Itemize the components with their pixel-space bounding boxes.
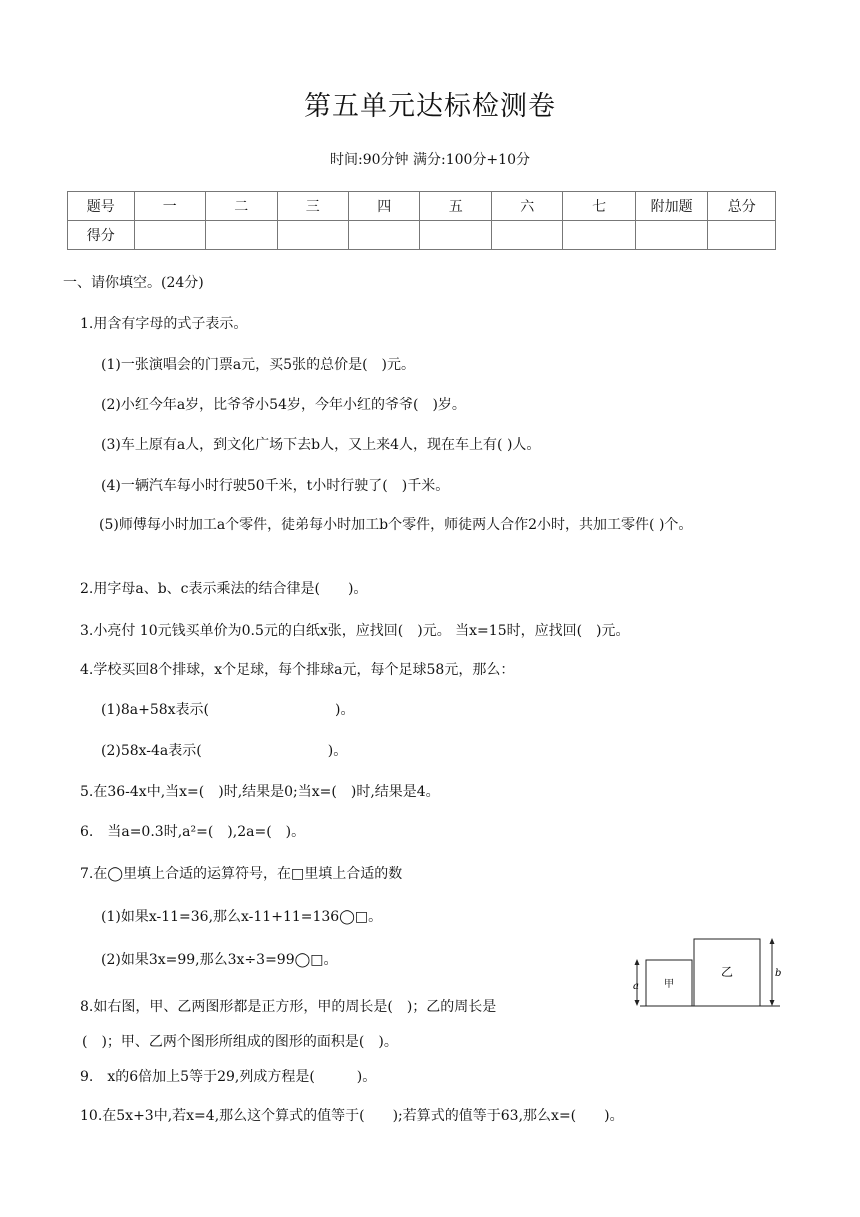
question-10: 10.在5x+3中,若x=4,那么这个算式的值等于( );若算式的值等于63,那么x=( )。 <box>80 1108 624 1124</box>
score-cell[interactable] <box>348 221 419 250</box>
header-cell: 七 <box>563 192 635 221</box>
question-2: 2.用字母a、b、c表示乘法的结合律是( )。 <box>80 581 368 597</box>
question-8-line-2: ( )；甲、乙两个图形所组成的图形的面积是( )。 <box>82 1034 398 1050</box>
question-7: 7.在◯里填上合适的运算符号，在□里填上合适的数 <box>80 866 403 882</box>
header-cell: 二 <box>206 192 277 221</box>
question-1-4: (4)一辆汽车每小时行驶50千米，t小时行驶了( )千米。 <box>101 478 450 494</box>
question-6: 6. 当a=0.3时,a²=( ),2a=( )。 <box>80 824 306 840</box>
score-table-score-row <box>68 221 776 250</box>
question-7-1: (1)如果x-11=36,那么x-11+11=136◯□。 <box>101 909 383 925</box>
score-cell[interactable] <box>206 221 277 250</box>
header-cell: 三 <box>277 192 348 221</box>
dimension-a-arrow-bottom <box>635 1000 640 1006</box>
question-4-2: (2)58x-4a表示( )。 <box>101 743 348 759</box>
question-3: 3.小亮付 10元钱买单价为0.5元的白纸x张，应找回( )元。 当x=15时，应找回( )元。 <box>80 623 630 639</box>
dimension-b-arrow-bottom <box>770 1000 775 1006</box>
score-cell[interactable] <box>420 221 491 250</box>
header-cell: 四 <box>348 192 419 221</box>
section-heading: 一、请你填空。(24分) <box>63 275 204 291</box>
score-cell[interactable] <box>563 221 635 250</box>
question-1: 1.用含有字母的式子表示。 <box>80 316 248 332</box>
question-1-2: (2)小红今年a岁，比爷爷小54岁，今年小红的爷爷( )岁。 <box>101 397 466 413</box>
question-8-line-1: 8.如右图，甲、乙两图形都是正方形，甲的周长是( )；乙的周长是 <box>80 999 497 1015</box>
header-cell: 六 <box>491 192 562 221</box>
dimension-a-arrow-top <box>635 959 640 965</box>
question-5: 5.在36-4x中,当x=( )时,结果是0;当x=( )时,结果是4。 <box>80 784 440 800</box>
question-9: 9. x的6倍加上5等于29,列成方程是( )。 <box>80 1069 377 1085</box>
dimension-b-arrow-top <box>770 938 775 944</box>
label-a: a <box>633 981 639 992</box>
exam-info: 时间:90分钟 满分:100分+10分 <box>330 152 530 168</box>
score-cell[interactable] <box>635 221 707 250</box>
question-7-2: (2)如果3x=99,那么3x÷3=99◯□。 <box>101 952 338 968</box>
label-jia: 甲 <box>664 979 674 990</box>
score-cell[interactable] <box>277 221 348 250</box>
header-cell: 五 <box>420 192 491 221</box>
score-table-header-row <box>68 192 776 221</box>
score-cell[interactable] <box>134 221 205 250</box>
header-cell: 附加题 <box>635 192 707 221</box>
label-yi: 乙 <box>720 965 734 979</box>
question-1-1: (1)一张演唱会的门票a元，买5张的总价是( )元。 <box>101 357 416 373</box>
question-4-1: (1)8a+58x表示( )。 <box>101 702 355 718</box>
header-cell: 题号 <box>68 192 135 221</box>
row-label: 得分 <box>68 221 135 250</box>
score-table <box>67 191 776 250</box>
page-title: 第五单元达标检测卷 <box>304 91 556 122</box>
label-b: b <box>775 968 782 979</box>
question-1-3: (3)车上原有a人，到文化广场下去b人，又上来4人，现在车上有( )人。 <box>101 437 541 453</box>
squares-figure <box>632 934 782 1014</box>
header-cell: 一 <box>134 192 205 221</box>
score-cell[interactable] <box>708 221 776 250</box>
question-1-5: (5)师傅每小时加工a个零件，徒弟每小时加工b个零件，师徒两人合作2小时，共加工零件( )个。 <box>99 517 693 533</box>
header-cell: 总分 <box>708 192 776 221</box>
score-cell[interactable] <box>491 221 562 250</box>
question-4: 4.学校买回8个排球，x个足球，每个排球a元，每个足球58元，那么： <box>80 662 515 678</box>
